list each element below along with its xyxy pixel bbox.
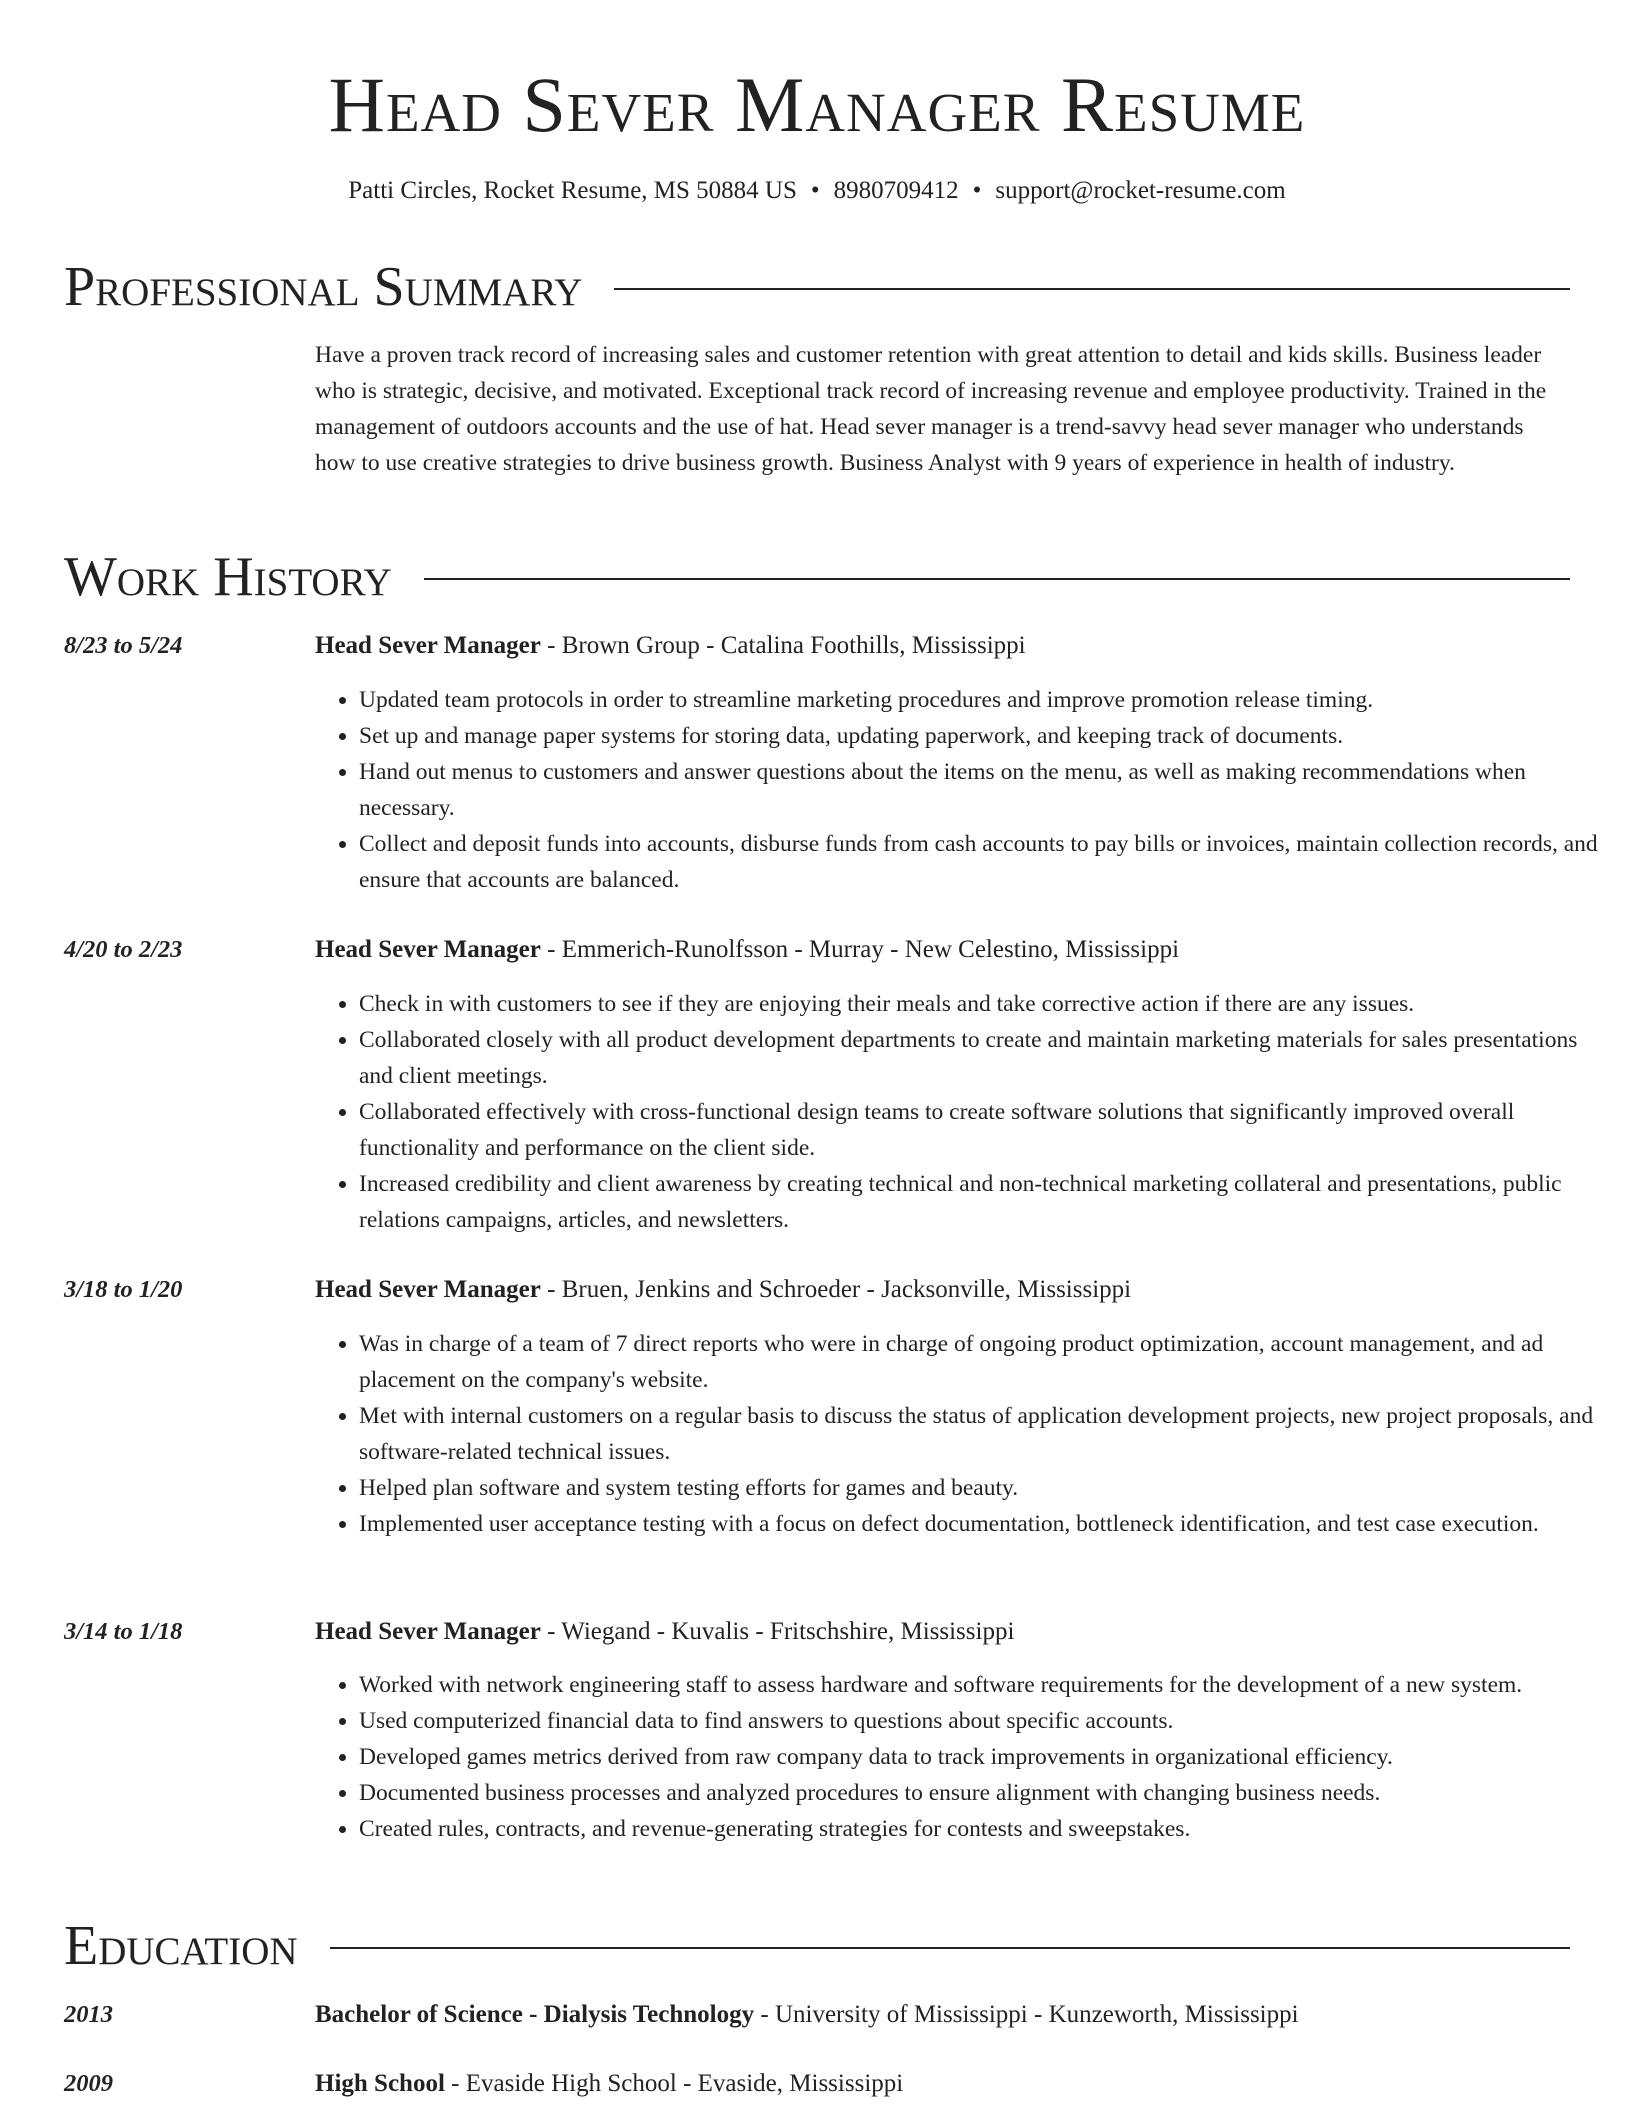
job-bullet: • Worked with network engineering staff to assess hardware and software requirements for the development of a new system. [359, 1667, 1604, 1703]
job-title: Head Sever Manager [315, 1618, 541, 1645]
job-title: Head Sever Manager [315, 632, 541, 659]
work-section-title: Work History [64, 546, 392, 608]
job-details: - Brown Group - Catalina Foothills, Mississippi [540, 632, 1026, 659]
job-bullet: • Used computerized financial data to find answers to questions about specific accounts. [359, 1703, 1604, 1739]
job-bullet: • Check in with customers to see if they are enjoying their meals and take corrective action if there are any issues. [359, 986, 1604, 1022]
education-degree: High School [315, 2070, 445, 2097]
education-line [315, 1997, 1560, 2033]
job-bullets [315, 1667, 1604, 1847]
job-dates: 8/23 to 5/24 [64, 632, 183, 659]
job-bullet: • Developed games metrics derived from raw company data to track improvements in organizational efficiency. [359, 1739, 1604, 1775]
job-dates: 4/20 to 2/23 [64, 936, 183, 963]
contact-separator: • [972, 177, 982, 204]
job-bullet: • Implemented user acceptance testing with a focus on defect documentation, bottleneck identification, and test case execution. [359, 1506, 1604, 1542]
job-bullet: • Set up and manage paper systems for storing data, updating paperwork, and keeping track of documents. [359, 718, 1604, 754]
job-bullets [315, 1326, 1604, 1542]
contact-separator: • [810, 177, 820, 204]
job-bullet: • Hand out menus to customers and answer questions about the items on the menu, as well as making recommendations when necessary. [359, 754, 1604, 826]
job-bullet: • Created rules, contracts, and revenue-generating strategies for contests and sweepstakes. [359, 1811, 1604, 1847]
job-bullet: • Collect and deposit funds into accounts, disburse funds from cash accounts to pay bills or invoices, maintain collection records, and ensure that accounts are balanced. [359, 826, 1604, 898]
job-details: - Wiegand - Kuvalis - Fritschshire, Mississippi [540, 1618, 1015, 1645]
contact-phone: 8980709412 [833, 177, 959, 204]
education-section-header [64, 1914, 1570, 1978]
resume-title: Head Sever Manager Resume [328, 61, 1306, 148]
job-role-line [315, 1272, 1560, 1308]
job-details: - Bruen, Jenkins and Schroeder - Jacksonville, Mississippi [540, 1276, 1132, 1303]
education-degree: Bachelor of Science - Dialysis Technology [315, 2001, 755, 2028]
job-role-line [315, 628, 1560, 664]
job-details: - Emmerich-Runolfsson - Murray - New Celestino, Mississippi [540, 936, 1180, 963]
contact-line [64, 174, 1570, 208]
job-bullets [315, 682, 1604, 898]
education-details: - Evaside High School - Evaside, Mississippi [444, 2070, 904, 2097]
section-divider [614, 288, 1570, 290]
summary-text: Have a proven track record of increasing sales and customer retention with great attention to detail and kids skills. Business leader who is strategic, decisive, and motivated. Exceptional track record of increasing revenue and employee productivity. Trained in the management of outdoors accounts and the use of hat. Head sever manager is a trend-savvy head sever manager who understands how to use creative strategies to drive business growth. Business Analyst with 9 years of experience in health of industry. [315, 342, 1547, 476]
education-year: 2009 [64, 2070, 113, 2097]
summary-section-title: Professional Summary [64, 256, 583, 318]
section-divider [330, 1947, 1570, 1949]
job-bullet: • Documented business processes and analyzed procedures to ensure alignment with changing business needs. [359, 1775, 1604, 1811]
job-title: Head Sever Manager [315, 1276, 541, 1303]
job-bullet: • Increased credibility and client awareness by creating technical and non-technical marketing collateral and presentations, public relations campaigns, articles, and newsletters. [359, 1166, 1604, 1238]
education-year: 2013 [64, 2001, 113, 2028]
job-bullet: • Was in charge of a team of 7 direct reports who were in charge of ongoing product optimization, account management, and ad placement on the company's website. [359, 1326, 1604, 1398]
education-section-title: Education [64, 1915, 298, 1977]
contact-address: Patti Circles, Rocket Resume, MS 50884 US [348, 177, 797, 204]
summary-section-header [64, 255, 1570, 319]
job-bullets [315, 986, 1604, 1238]
job-role-line [315, 932, 1560, 968]
job-bullet: • Collaborated closely with all product development departments to create and maintain marketing materials for sales presentations and client meetings. [359, 1022, 1604, 1094]
job-bullet: • Collaborated effectively with cross-functional design teams to create software solutions that significantly improved overall functionality and performance on the client side. [359, 1094, 1604, 1166]
contact-email: support@rocket-resume.com [995, 177, 1286, 204]
section-divider [424, 578, 1570, 580]
job-bullet: • Helped plan software and system testing efforts for games and beauty. [359, 1470, 1604, 1506]
job-role-line [315, 1614, 1560, 1650]
job-bullet: • Met with internal customers on a regular basis to discuss the status of application development projects, new project proposals, and software-related technical issues. [359, 1398, 1604, 1470]
job-title: Head Sever Manager [315, 936, 541, 963]
education-line [315, 2066, 1560, 2102]
education-details: - University of Mississippi - Kunzeworth, Mississippi [754, 2001, 1299, 2028]
job-dates: 3/14 to 1/18 [64, 1618, 183, 1645]
job-bullet: • Updated team protocols in order to streamline marketing procedures and improve promotion release timing. [359, 682, 1604, 718]
job-dates: 3/18 to 1/20 [64, 1276, 183, 1303]
work-section-header [64, 545, 1570, 609]
